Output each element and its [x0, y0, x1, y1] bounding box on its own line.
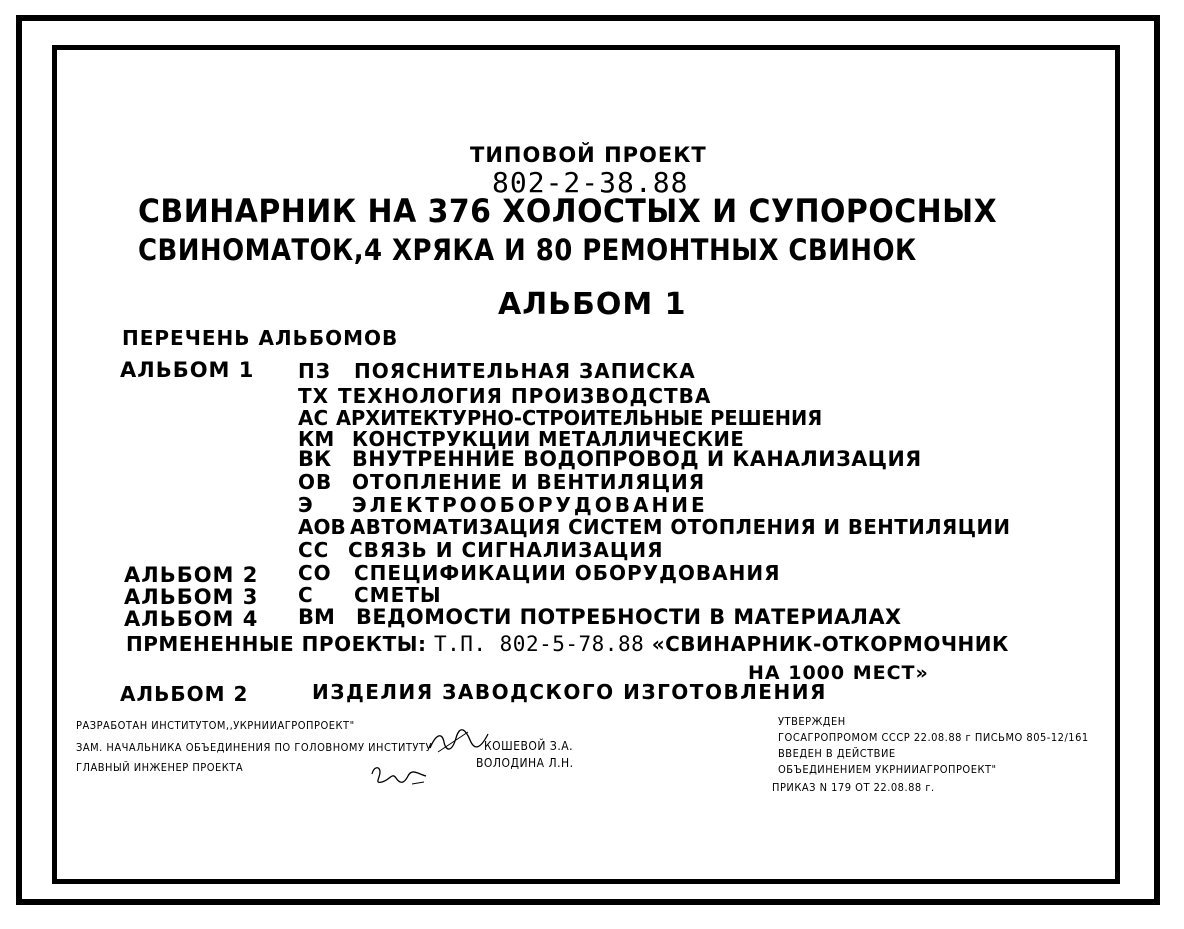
album1-item-e: Э ЭЛЕКТРООБОРУДОВАНИЕ	[298, 493, 708, 517]
stamp-right-line2: ГОСАГРОПРОМОМ СССР 22.08.88 г ПИСЬМО 805-12/161	[778, 731, 1089, 744]
applied-projects-line2: НА 1000 МЕСТ»	[748, 662, 929, 684]
albums-heading: ПЕРЕЧЕНЬ АЛЬБОМОВ	[122, 326, 399, 350]
stamp-right-line3: ВВЕДЕН В ДЕЙСТВИЕ	[778, 747, 896, 760]
album2-item: СО СПЕЦИФИКАЦИИ ОБОРУДОВАНИЯ	[298, 561, 781, 585]
album1-item-as: АС АРХИТЕКТУРНО-СТРОИТЕЛЬНЫЕ РЕШЕНИЯ	[298, 406, 823, 430]
signature-1	[428, 728, 492, 756]
album3-item: С СМЕТЫ	[298, 583, 442, 607]
stamp-left-line1: РАЗРАБОТАН ИНСТИТУТОМ,,УКРНИИАГРОПРОЕКТ"	[76, 719, 355, 732]
title-line-1: СВИНАРНИК НА 376 ХОЛОСТЫХ И СУПОРОСНЫХ	[138, 192, 998, 230]
album2b-item: ИЗДЕЛИЯ ЗАВОДСКОГО ИЗГОТОВЛЕНИЯ	[312, 680, 827, 704]
project-label: ТИПОВОЙ ПРОЕКТ	[470, 143, 707, 167]
album-title: АЛЬБОМ 1	[498, 287, 687, 322]
project-number: 802-2-38.88	[492, 166, 689, 199]
album1-item-tx: ТХ ТЕХНОЛОГИЯ ПРОИЗВОДСТВА	[298, 384, 712, 408]
album1-label: АЛЬБОМ 1	[120, 358, 255, 382]
album2-label: АЛЬБОМ 2	[124, 563, 259, 587]
stamp-left-line3: ГЛАВНЫЙ ИНЖЕНЕР ПРОЕКТА	[76, 761, 244, 774]
album1-item-ss: СС СВЯЗЬ И СИГНАЛИЗАЦИЯ	[298, 538, 664, 562]
stamp-left-name2: КОШЕВОЙ З.А.	[484, 739, 574, 753]
stamp-right-line4: ОБЪЕДИНЕНИЕМ УКРНИИАГРОПРОЕКТ"	[778, 763, 997, 776]
album4-item: ВМ ВЕДОМОСТИ ПОТРЕБНОСТИ В МАТЕРИАЛАХ	[298, 605, 902, 629]
stamp-left-line2: ЗАМ. НАЧАЛЬНИКА ОБЪЕДИНЕНИЯ ПО ГОЛОВНОМУ ИНСТИТУТУ	[76, 741, 432, 754]
title-line-2: СВИНОМАТОК,4 ХРЯКА И 80 РЕМОНТНЫХ СВИНОК	[138, 233, 917, 267]
stamp-left-name3: ВОЛОДИНА Л.Н.	[476, 756, 574, 770]
stamp-right-line1: УТВЕРЖДЕН	[778, 715, 846, 728]
album2b-label: АЛЬБОМ 2	[120, 682, 249, 706]
album1-item-km: КМ КОНСТРУКЦИИ МЕТАЛЛИЧЕСКИЕ	[298, 427, 745, 451]
applied-projects: ПРМЕНЕННЫЕ ПРОЕКТЫ: Т.П. 802-5-78.88 «СВИНАРНИК-ОТКОРМОЧНИК	[126, 632, 1009, 656]
album1-item-aov: АОВ АВТОМАТИЗАЦИЯ СИСТЕМ ОТОПЛЕНИЯ И ВЕНТИЛЯЦИИ	[298, 515, 1011, 539]
album1-item-pz: ПЗ ПОЯСНИТЕЛЬНАЯ ЗАПИСКА	[298, 359, 696, 383]
signature-2	[368, 762, 430, 788]
album1-item-vk: ВК ВНУТРЕННИЕ ВОДОПРОВОД И КАНАЛИЗАЦИЯ	[298, 447, 922, 471]
album3-label: АЛЬБОМ 3	[124, 585, 259, 609]
stamp-right-line5: ПРИКАЗ N 179 ОТ 22.08.88 г.	[772, 781, 935, 794]
album4-label: АЛЬБОМ 4	[124, 607, 259, 631]
album1-item-ov: ОВ ОТОПЛЕНИЕ И ВЕНТИЛЯЦИЯ	[298, 470, 706, 494]
